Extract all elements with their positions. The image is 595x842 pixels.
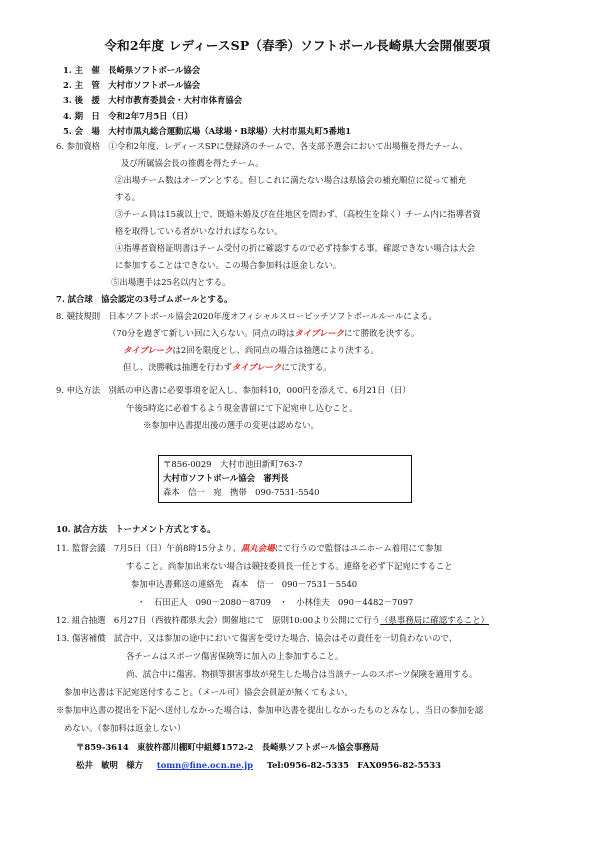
item-organizer: 1. 主 催 長崎県ソフトボール協会 (63, 65, 201, 75)
draw-text: 12. 組合抽選 6月27日（西彼杵郡県大会）開催地にて 原則10:00より公開にて行う (56, 615, 381, 625)
item-support: 3. 後 援 大村市教育委員会・大村市体育協会 (63, 95, 243, 105)
item-venue: 5. 会 場 大村市黒丸総合運動広場（A球場・B球場）大村市黒丸町5番地1 (63, 126, 352, 136)
eligibility-line: する。 (115, 192, 141, 202)
rules-text: にて勝敗を決する。 (344, 328, 420, 338)
eligibility-line: 格を取得している者がいなければならない。 (115, 226, 283, 236)
email-link[interactable]: tomn@fine.ocn.ne.jp (156, 760, 253, 770)
address-box (158, 455, 412, 503)
meeting-text: 11. 監督会議 7月5日（日）午前8時15分より、 (56, 543, 241, 553)
injury-line: 尚、試合中に傷害、物損等損害事故が発生した場合は当該チームのスポーツ保険を適用する。 (126, 669, 478, 679)
rules-line (123, 345, 379, 356)
tiebreak-highlight: タイブレーク (231, 362, 282, 372)
rules-text: （70分を過ぎて新しい回に入らない。同点の時は (108, 328, 295, 338)
submission-warning: ※参加申込書の提出を下記へ送付しなかった場合は、参加申込書を提出しなかったものとみなし、当日の参加を認 (56, 705, 484, 715)
meeting-line: すること。尚参加出来ない場合は競技委員長一任とする。連絡を必ず下記宛にすること (126, 561, 453, 571)
item-ball: 7. 試合球 協会認定の3号ゴムボールとする。 (56, 294, 233, 304)
injury-line: 各チームはスポーツ傷害保険等に加入の上参加すること。 (126, 651, 344, 661)
item-eligibility: 6. 参加資格 ①令和2年度、レディースSPに登録済のチームで、各支部予選会において出場権を得たチーム、 (56, 141, 468, 151)
office-contact (76, 760, 441, 771)
rules-line (123, 362, 332, 373)
item-draw (56, 615, 489, 626)
submission-note: 参加申込書は下記宛送付すること。（メール可）協会会員証が無くてもよい。 (64, 687, 353, 697)
draw-underlined-note: （県事務局に確認すること） (380, 615, 489, 625)
box-address: 〒856-0029 大村市池田新町763-7 (163, 459, 303, 469)
box-contact: 森本 信一 宛 携帯 090-7531-5540 (163, 487, 320, 497)
tiebreak-highlight: タイブレーク (123, 345, 173, 355)
item-host: 2. 主 管 大村市ソフトボール協会 (63, 80, 201, 90)
office-address: 〒859-3614 東彼杵郡川棚町中組郷1572-2 長崎県ソフトボール協会事務局 (76, 742, 379, 752)
document-title: 令和2年度 レディースSP（春季）ソフトボール長崎県大会開催要項 (104, 38, 491, 53)
office-name: 松井 敏明 様方 (76, 760, 143, 770)
application-line: 午後5時迄に必着するよう現金書留にて下記宛申し込むこと。 (126, 403, 358, 413)
rules-text: 但し、決勝戦は抽選を行わず (123, 362, 232, 372)
item-application: 9. 申込方法 別紙の申込書に必要事項を記入し、参加料10，000円を添えて、6月21日（日） (56, 385, 411, 395)
meeting-contact: ・ 石田正人 090－2080－8709 ・ 小林佳夫 090－4482－7097 (137, 597, 414, 607)
item-injury: 13. 傷害補償 試合中、又は参加の途中において傷害を受けた場合、協会はその責任を一切負わないので、 (56, 633, 458, 643)
eligibility-line: ③チーム員は15歳以上で、既婚未婚及び在住地区を問わず、（高校生を除く）チーム内に指導者資 (115, 209, 481, 219)
eligibility-line: 及び所属協会長の推薦を得たチーム。 (121, 158, 264, 168)
application-note: ※参加申込書提出後の選手の変更は認めない。 (143, 420, 319, 430)
rules-line (108, 328, 419, 339)
item-match-format: 10. 試合方法 トーナメント方式とする。 (56, 524, 216, 534)
eligibility-line: ④指導者資格証明書はチーム受付の折に確認するので必ず持参する事。確認できない場合は大会 (115, 243, 476, 253)
meeting-text: にて行うので監督はユニホーム着用にて参加 (274, 543, 442, 553)
box-org: 大村市ソフトボール協会 審判長 (163, 473, 289, 483)
tiebreak-highlight: タイブレーク (294, 328, 345, 338)
meeting-contact: 参加申込書郵送の連絡先 森本 信一 090－7531－5540 (131, 579, 358, 589)
item-rules: 8. 競技規則 日本ソフトボール協会2020年度オフィシャルスローピッチソフトボールルールによる。 (56, 311, 437, 321)
item-managers-meeting (56, 543, 442, 554)
phone-fax: Tel:0956-82-5335 FAX0956-82-5533 (266, 760, 441, 770)
rules-text: は2回を限度とし、尚同点の場合は抽選により決する。 (172, 345, 379, 355)
rules-text: にて決する。 (281, 362, 332, 372)
item-date: 4. 期 日 令和2年7月5日（日） (63, 111, 193, 121)
venue-highlight: 黒丸会場 (241, 543, 275, 553)
submission-warning: めない。（参加料は返金しない） (64, 723, 186, 733)
eligibility-line: に参加することはできない。この場合参加料は返金しない。 (115, 260, 342, 270)
eligibility-line: ②出場チーム数はオープンとする。但しこれに満たない場合は県協会の補充順位に従って補充 (115, 175, 466, 185)
eligibility-line: ⑤出場選手は25名以内とする。 (111, 277, 231, 287)
